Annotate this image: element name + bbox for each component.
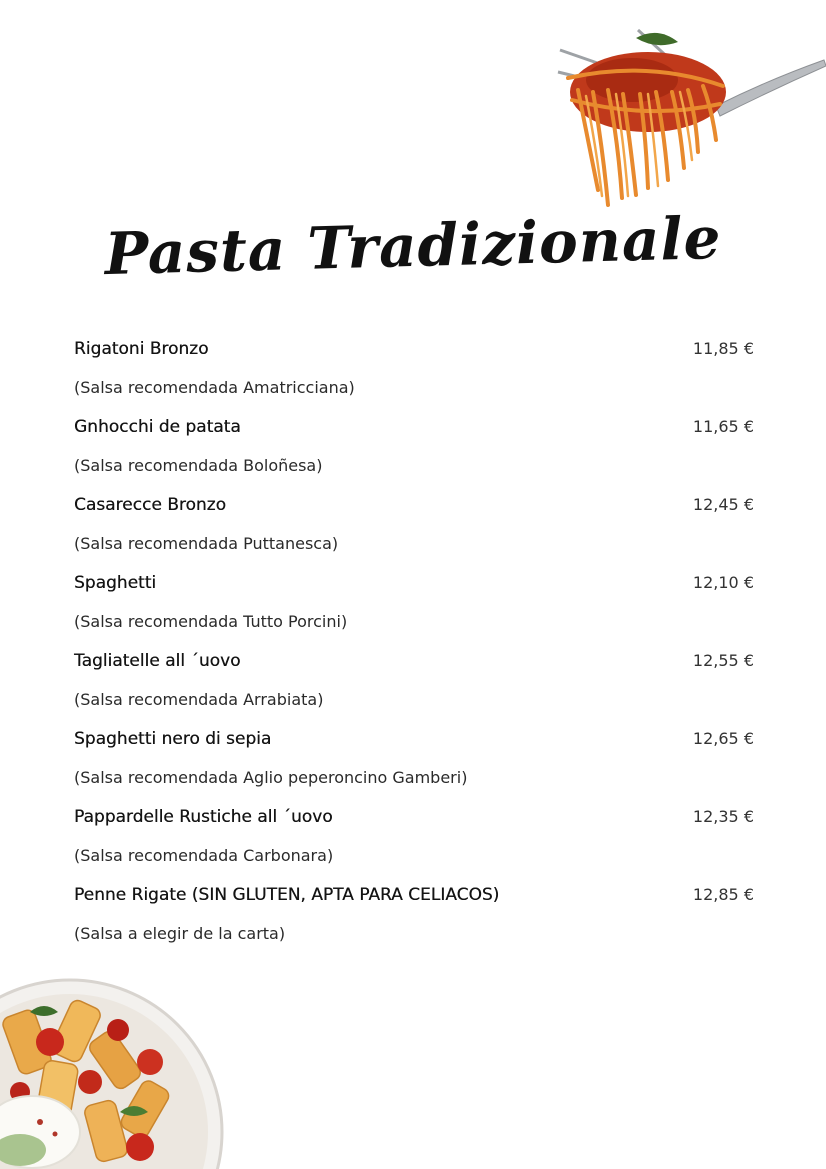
menu-item [74,725,754,803]
item-price: 12,45 € [692,495,754,514]
item-note: (Salsa recomendada Boloñesa) [74,456,323,475]
menu-list [74,335,754,959]
item-name: Spaghetti [74,573,157,593]
menu-item [74,881,754,959]
item-price: 12,55 € [692,651,754,670]
item-name: Tagliatelle all ´uovo [74,651,241,671]
menu-item [74,413,754,491]
item-name: Rigatoni Bronzo [74,339,209,359]
item-note: (Salsa recomendada Carbonara) [74,846,334,865]
item-price: 12,85 € [692,885,754,904]
menu-item [74,335,754,413]
menu-item [74,569,754,647]
fork-spaghetti-icon [548,20,826,210]
menu-item [74,803,754,881]
item-note: (Salsa recomendada Arrabiata) [74,690,324,709]
item-note: (Salsa recomendada Puttanesca) [74,534,339,553]
item-price: 12,10 € [692,573,754,592]
item-price: 11,85 € [692,339,754,358]
menu-item [74,491,754,569]
pasta-bowl-icon [0,972,230,1169]
menu-item [74,647,754,725]
item-name: Casarecce Bronzo [74,495,226,515]
item-note: (Salsa recomendada Aglio peperoncino Gamberi) [74,768,468,787]
menu-title: Pasta Tradizionale [103,203,723,289]
item-note: (Salsa recomendada Tutto Porcini) [74,612,348,631]
item-price: 12,65 € [692,729,754,748]
item-name: Pappardelle Rustiche all ´uovo [74,807,333,827]
item-note: (Salsa a elegir de la carta) [74,924,286,943]
item-note: (Salsa recomendada Amatricciana) [74,378,355,397]
item-name: Spaghetti nero di sepia [74,729,272,749]
item-price: 12,35 € [692,807,754,826]
item-name: Penne Rigate (SIN GLUTEN, APTA PARA CELIACOS) [74,885,500,905]
item-price: 11,65 € [692,417,754,436]
item-name: Gnhocchi de patata [74,417,241,437]
